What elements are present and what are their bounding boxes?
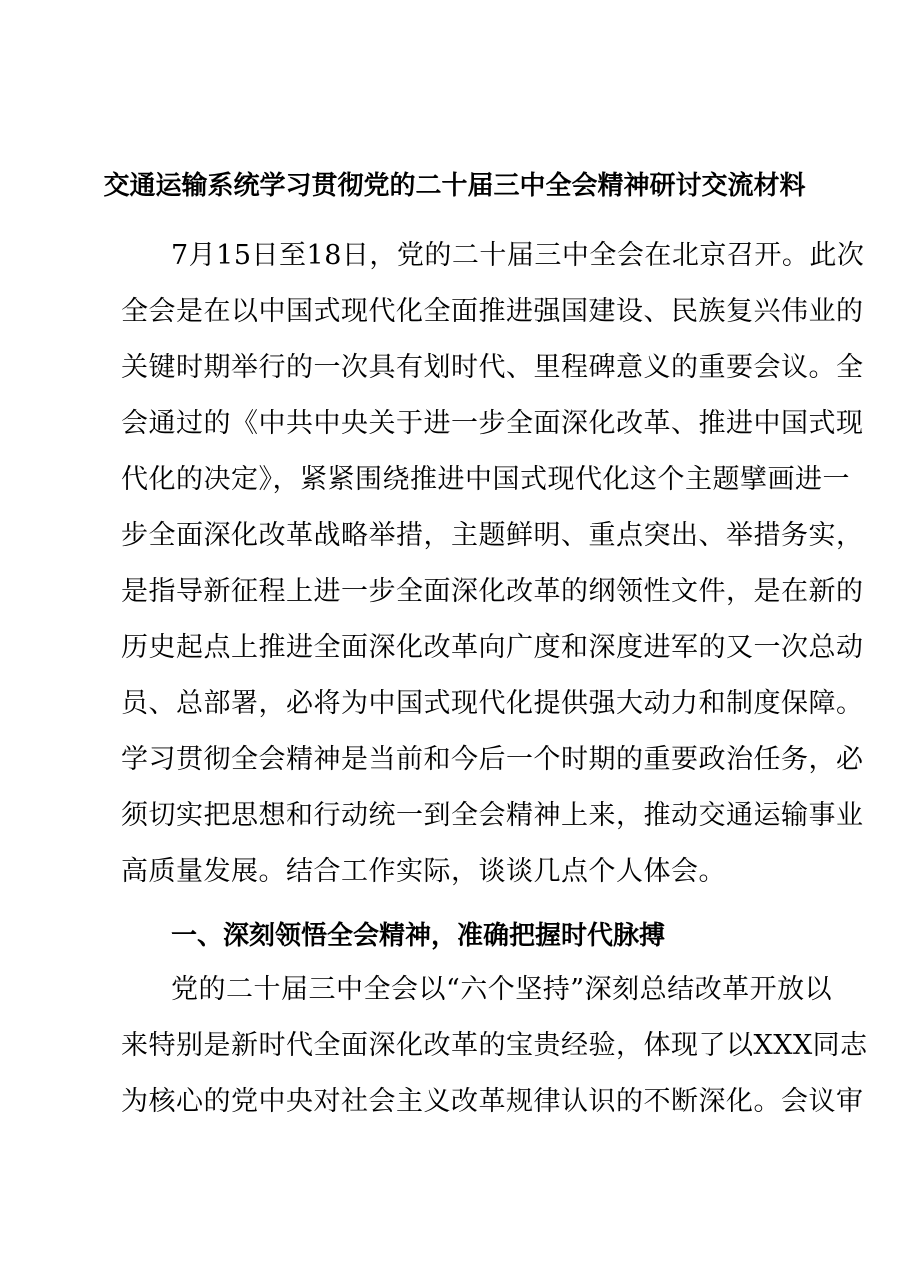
section-heading: 一、深刻领悟全会精神，准确把握时代脉搏 xyxy=(171,921,666,951)
paragraph-line: 来特别是新时代全面深化改革的宝贵经验，体现了以XXX同志 xyxy=(121,1030,868,1061)
paragraph-2 xyxy=(121,962,868,1130)
paragraph-line: 学习贯彻全会精神是当前和今后一个时期的重要政治任务，必 xyxy=(121,744,864,775)
paragraph-line: 步全面深化改革战略举措，主题鲜明、重点突出、举措务实， xyxy=(121,520,864,551)
paragraph-1 xyxy=(121,228,865,900)
paragraph-line: 7月15日至18日，党的二十届三中全会在北京召开。此次 xyxy=(171,240,865,271)
paragraph-line: 会通过的《中共中央关于进一步全面深化改革、推进中国式现 xyxy=(121,408,864,439)
paragraph-line: 高质量发展。结合工作实际，谈谈几点个人体会。 xyxy=(121,856,726,887)
paragraph-line: 历史起点上推进全面深化改革向广度和深度进军的又一次总动 xyxy=(121,632,864,663)
paragraph-line: 党的二十届三中全会以“六个坚持”深刻总结改革开放以 xyxy=(171,974,833,1005)
paragraph-line: 为核心的党中央对社会主义改革规律认识的不断深化。会议审 xyxy=(121,1086,864,1117)
paragraph-line: 是指导新征程上进一步全面深化改革的纲领性文件，是在新的 xyxy=(121,576,864,607)
paragraph-line: 代化的决定》，紧紧围绕推进中国式现代化这个主题擘画进一 xyxy=(121,464,850,495)
paragraph-line: 全会是在以中国式现代化全面推进强国建设、民族复兴伟业的 xyxy=(121,296,864,327)
paragraph-line: 须切实把思想和行动统一到全会精神上来，推动交通运输事业 xyxy=(121,800,864,831)
paragraph-line: 关键时期举行的一次具有划时代、里程碑意义的重要会议。全 xyxy=(121,352,864,383)
document-title: 交通运输系统学习贯彻党的二十届三中全会精神研讨交流材料 xyxy=(103,171,806,201)
paragraph-line: 员、总部署，必将为中国式现代化提供强大动力和制度保障。 xyxy=(121,688,864,719)
